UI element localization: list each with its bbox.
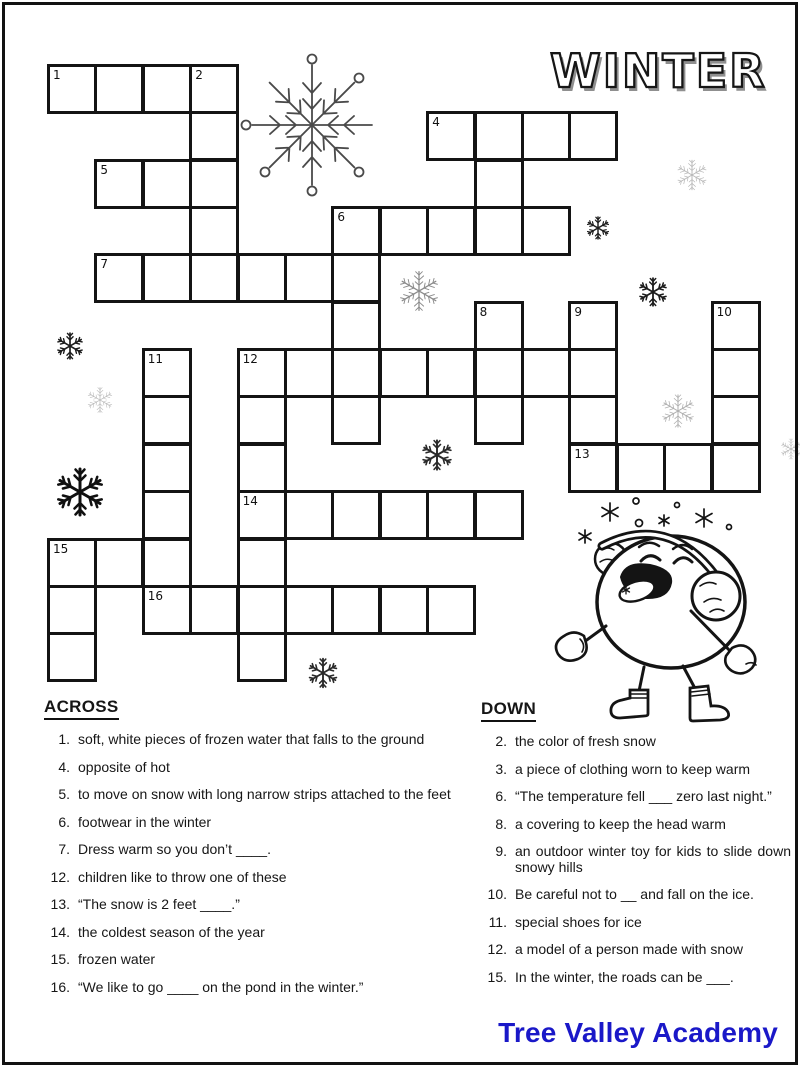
cell-number: 16	[147, 588, 164, 603]
clue-item	[481, 887, 791, 903]
grid-cell[interactable]	[284, 348, 334, 398]
grid-cell[interactable]	[331, 253, 381, 303]
clue-text: opposite of hot	[78, 758, 170, 775]
grid-cell[interactable]	[47, 632, 97, 682]
clue-item	[481, 817, 791, 833]
cell-number: 11	[147, 352, 164, 367]
clue-number: 4.	[58, 758, 70, 775]
grid-cell[interactable]	[474, 111, 524, 161]
clue-text: a model of a person made with snow	[515, 941, 744, 957]
grid-cell[interactable]	[237, 585, 287, 635]
grid-cell[interactable]	[474, 159, 524, 209]
grid-cell[interactable]	[189, 159, 239, 209]
clue-number: 14.	[50, 923, 70, 940]
grid-cell[interactable]	[474, 301, 524, 351]
grid-cell[interactable]	[568, 348, 618, 398]
clue-item	[44, 897, 458, 913]
grid-cell[interactable]	[47, 64, 97, 114]
cell-number: 1	[53, 68, 61, 82]
grid-cell[interactable]	[331, 395, 381, 445]
grid-cell[interactable]	[379, 490, 429, 540]
clue-number: 10.	[487, 886, 507, 902]
grid-cell[interactable]	[237, 538, 287, 588]
clue-number: 7.	[58, 841, 70, 857]
clue-text: footwear in the winter	[78, 813, 212, 830]
grid-cell[interactable]	[142, 443, 192, 493]
cell-number: 5	[100, 162, 109, 177]
clue-item	[44, 952, 458, 968]
grid-cell[interactable]	[521, 111, 571, 161]
cell-number: 13	[574, 446, 590, 461]
grid-cell[interactable]	[568, 301, 618, 351]
clue-text: children like to throw one of these	[78, 868, 287, 885]
grid-cell[interactable]	[568, 395, 618, 445]
down-heading: DOWN	[481, 699, 791, 722]
cell-number: 4	[432, 115, 440, 130]
clue-number: 6.	[58, 813, 70, 830]
grid-cell[interactable]	[237, 253, 287, 303]
cell-number: 10	[716, 304, 732, 319]
clue-number: 1.	[58, 731, 70, 747]
grid-cell[interactable]	[474, 490, 524, 540]
clue-text: a piece of clothing worn to keep warm	[515, 760, 751, 777]
clue-number: 6.	[495, 788, 507, 804]
grid-cell[interactable]	[47, 538, 97, 588]
grid-cell[interactable]	[711, 443, 761, 493]
clue-item	[481, 844, 791, 875]
grid-cell[interactable]	[189, 64, 239, 114]
grid-cell[interactable]	[711, 395, 761, 445]
clue-text: soft, white pieces of frozen water that falls to the ground	[78, 731, 425, 747]
grid-cell[interactable]	[189, 111, 239, 161]
clue-item	[44, 760, 458, 776]
clue-item	[481, 942, 791, 958]
grid-cell[interactable]	[474, 395, 524, 445]
grid-cell[interactable]	[284, 253, 334, 303]
grid-cell[interactable]	[521, 206, 571, 256]
clue-text: a covering to keep the head warm	[515, 815, 726, 832]
clue-text: to move on snow with long narrow strips attached to the feet	[78, 786, 451, 802]
page-title: WINTER	[550, 44, 767, 98]
clue-text: “The temperature fell ___ zero last night.”	[515, 788, 772, 804]
clue-number: 16.	[50, 978, 70, 995]
cell-number: 2	[195, 68, 203, 82]
snowflake-icon	[781, 439, 800, 459]
down-clue-list	[481, 734, 791, 985]
site-name: Tree Valley Academy	[498, 1017, 778, 1048]
grid-cell[interactable]	[568, 443, 618, 493]
clue-item	[481, 734, 791, 750]
grid-cell[interactable]	[663, 443, 713, 493]
clue-number: 11.	[488, 913, 507, 930]
grid-cell[interactable]	[379, 348, 429, 398]
grid-cell[interactable]	[237, 632, 287, 682]
clue-number: 15.	[487, 968, 507, 985]
clue-number: 13.	[50, 896, 70, 912]
clue-item	[44, 925, 458, 941]
grid-cell[interactable]	[568, 111, 618, 161]
across-heading: ACROSS	[44, 697, 458, 720]
down-clues-section	[481, 699, 791, 997]
clue-text: “We like to go ____ on the pond in the winter.”	[78, 978, 364, 995]
grid-cell[interactable]	[331, 348, 381, 398]
clue-number: 9.	[495, 843, 507, 859]
grid-cell[interactable]	[426, 206, 476, 256]
clue-text: “The snow is 2 feet ____.”	[78, 896, 240, 912]
clue-number: 8.	[495, 815, 507, 832]
grid-cell[interactable]	[331, 301, 381, 351]
clue-number: 12.	[50, 868, 70, 885]
clue-item	[481, 762, 791, 778]
grid-cell[interactable]	[426, 585, 476, 635]
clue-text: an outdoor winter toy for kids to slide down snowy hills	[515, 843, 791, 875]
clue-text: Dress warm so you don’t ____.	[78, 841, 271, 857]
cell-number: 7	[100, 257, 109, 272]
clue-text: Be careful not to __ and fall on the ice.	[515, 886, 754, 902]
grid-cell[interactable]	[379, 585, 429, 635]
across-clues-section	[44, 697, 458, 1007]
grid-cell[interactable]	[142, 538, 192, 588]
clue-item	[44, 870, 458, 886]
clue-text: In the winter, the roads can be ___.	[515, 968, 734, 985]
clue-item	[44, 732, 458, 748]
grid-cell[interactable]	[474, 206, 524, 256]
clue-number: 5.	[58, 786, 70, 802]
grid-cell[interactable]	[426, 111, 476, 161]
clue-number: 15.	[50, 951, 70, 967]
clue-number: 12.	[487, 941, 507, 957]
grid-cell[interactable]	[237, 490, 287, 540]
across-clue-list	[44, 732, 458, 995]
clue-item	[481, 970, 791, 986]
grid-cell[interactable]	[142, 395, 192, 445]
clue-text: frozen water	[78, 951, 156, 967]
grid-cell[interactable]	[379, 206, 429, 256]
grid-cell[interactable]	[142, 490, 192, 540]
grid-cell[interactable]	[142, 64, 192, 114]
clue-item	[44, 787, 458, 803]
cell-number: 9	[574, 304, 583, 319]
crossword-grid	[47, 64, 762, 732]
cell-number: 14	[242, 494, 258, 509]
grid-cell[interactable]	[142, 348, 192, 398]
grid-cell[interactable]	[94, 538, 144, 588]
grid-cell[interactable]	[189, 206, 239, 256]
grid-cell[interactable]	[474, 348, 524, 398]
grid-cell[interactable]	[94, 159, 144, 209]
grid-cell[interactable]	[711, 348, 761, 398]
grid-cell[interactable]	[142, 253, 192, 303]
grid-cell[interactable]	[616, 443, 666, 493]
cell-number: 15	[53, 541, 69, 556]
grid-cell[interactable]	[426, 490, 476, 540]
grid-cell[interactable]	[284, 490, 334, 540]
clue-item	[44, 815, 458, 831]
cell-number: 6	[337, 210, 346, 225]
clue-text: the color of fresh snow	[515, 733, 656, 749]
clue-item	[481, 789, 791, 805]
grid-cell[interactable]	[142, 585, 192, 635]
grid-cell[interactable]	[142, 159, 192, 209]
cell-number: 12	[242, 352, 258, 367]
clue-number: 2.	[495, 733, 507, 749]
clue-number: 3.	[495, 760, 507, 777]
grid-cell[interactable]	[284, 585, 334, 635]
grid-cell[interactable]	[426, 348, 476, 398]
grid-cell[interactable]	[47, 585, 97, 635]
clue-item	[481, 915, 791, 931]
grid-cell[interactable]	[331, 206, 381, 256]
grid-cell[interactable]	[711, 301, 761, 351]
grid-cell[interactable]	[94, 253, 144, 303]
grid-cell[interactable]	[189, 585, 239, 635]
cell-number: 8	[479, 304, 488, 319]
clue-text: the coldest season of the year	[78, 923, 265, 940]
grid-cell[interactable]	[331, 585, 381, 635]
clue-item	[44, 842, 458, 858]
grid-cell[interactable]	[237, 443, 287, 493]
grid-cell[interactable]	[94, 64, 144, 114]
grid-cell[interactable]	[521, 348, 571, 398]
grid-cell[interactable]	[237, 395, 287, 445]
grid-cell[interactable]	[189, 253, 239, 303]
clue-item	[44, 980, 458, 996]
grid-cell[interactable]	[331, 490, 381, 540]
clue-text: special shoes for ice	[515, 913, 642, 930]
grid-cell[interactable]	[237, 348, 287, 398]
